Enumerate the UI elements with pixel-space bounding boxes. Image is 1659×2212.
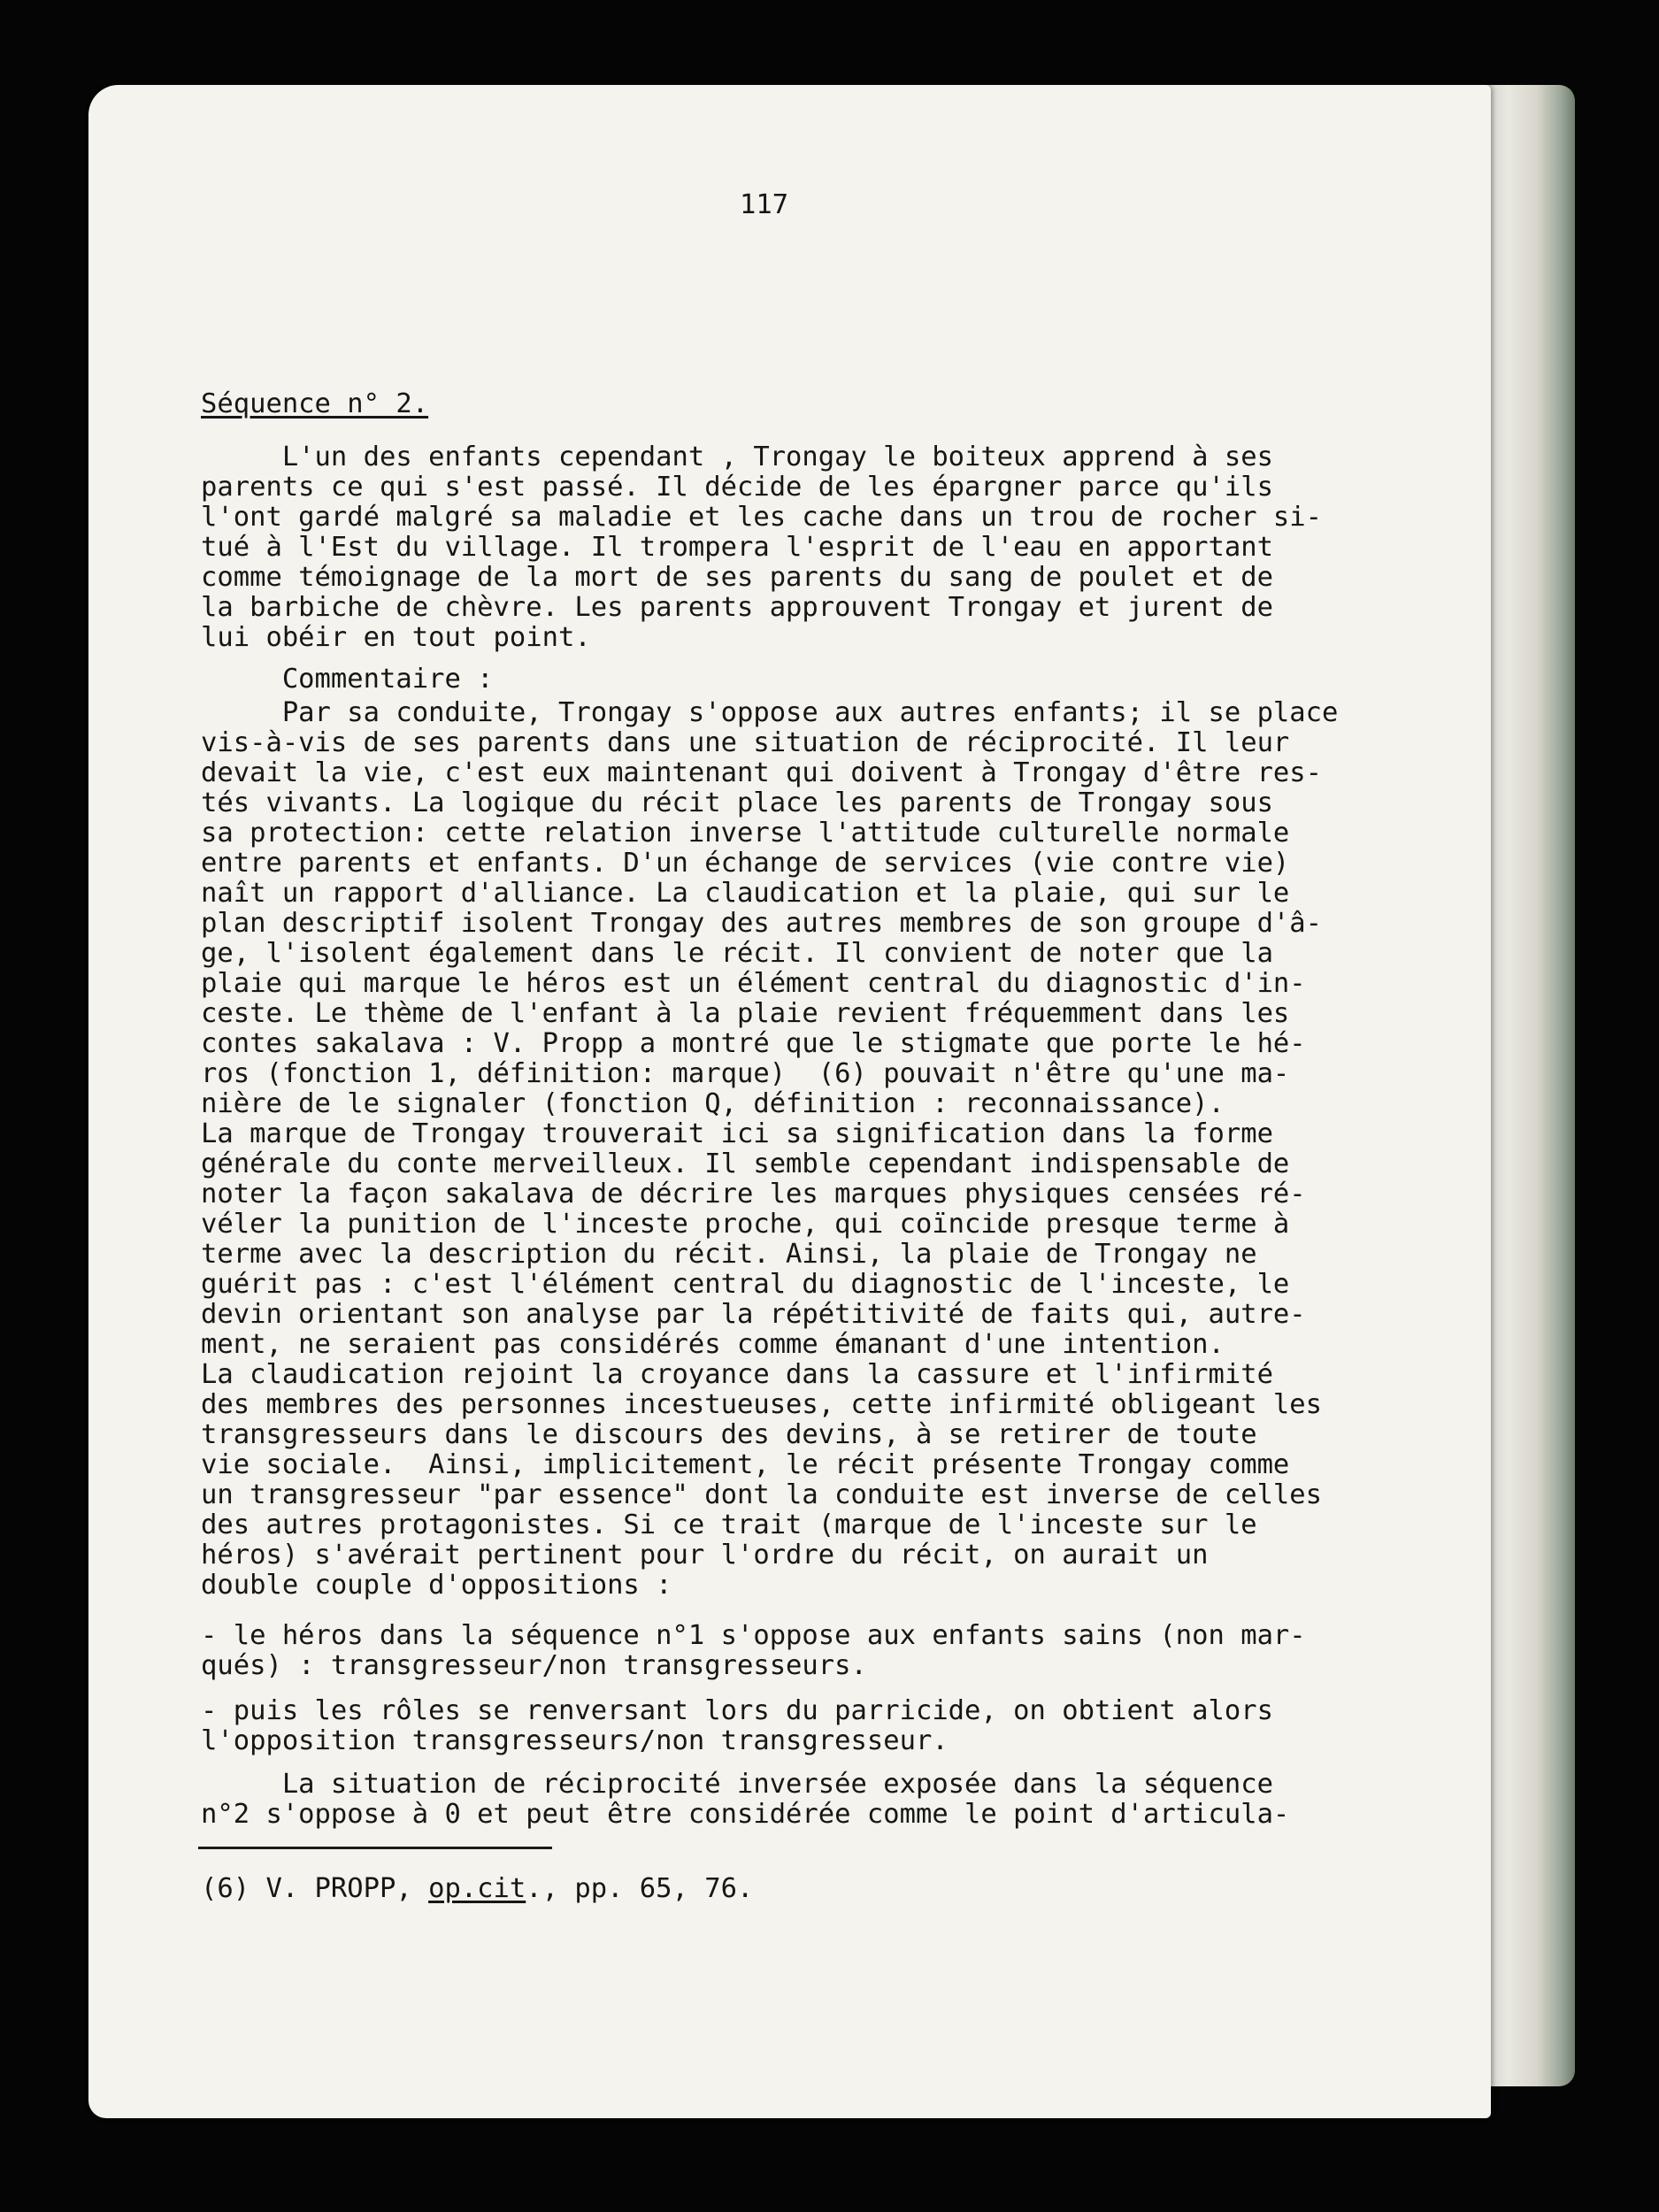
text-line: tés vivants. La logique du récit place les parents de Trongay sous (201, 787, 1273, 818)
footnote-number: (6) V. PROPP, (201, 1873, 429, 1904)
text-line: devin orientant son analyse par la répétitivité de faits qui, autre- (201, 1299, 1306, 1330)
text-line: des autres protagonistes. Si ce trait (marque de l'inceste sur le (201, 1509, 1257, 1540)
text-line: entre parents et enfants. D'un échange de services (vie contre vie) (201, 848, 1290, 879)
text-line: ment, ne seraient pas considérés comme émanant d'une intention. (201, 1329, 1225, 1360)
text-line: - le héros dans la séquence n°1 s'oppose aux enfants sains (non mar- (201, 1620, 1306, 1651)
text-line: contes sakalava : V. Propp a montré que le stigmate que porte le hé- (201, 1028, 1306, 1059)
text-line: vis-à-vis de ses parents dans une situation de réciprocité. Il leur (201, 727, 1290, 758)
text-line: sa protection: cette relation inverse l'attitude culturelle normale (201, 818, 1290, 849)
footnote-divider (198, 1847, 552, 1849)
text-line: naît un rapport d'alliance. La claudication et la plaie, qui sur le (201, 878, 1290, 909)
page-number: 117 (740, 189, 789, 220)
text-line: ge, l'isolent également dans le récit. Il convient de noter que la (201, 938, 1273, 969)
text-line: Par sa conduite, Trongay s'oppose aux autres enfants; il se place (201, 697, 1339, 728)
text-line: nière de le signaler (fonction Q, définition : reconnaissance). (201, 1088, 1225, 1119)
section-heading-text: Séquence n° 2. (201, 388, 429, 419)
text-line: qués) : transgresseur/non transgresseurs. (201, 1650, 867, 1681)
footnote-pages: ., pp. 65, 76. (526, 1873, 754, 1904)
text-line: plaie qui marque le héros est un élément central du diagnostic d'in- (201, 968, 1306, 999)
text-line: plan descriptif isolent Trongay des autres membres de son groupe d'â- (201, 908, 1323, 939)
text-line: La claudication rejoint la croyance dans la cassure et l'infirmité (201, 1359, 1273, 1390)
text-line: tué à l'Est du village. Il trompera l'esprit de l'eau en apportant (201, 532, 1273, 563)
text-line: des membres des personnes incestueuses, cette infirmité obligeant les (201, 1389, 1323, 1420)
text-line: ros (fonction 1, définition: marque) (6) pouvait n'être qu'une ma- (201, 1058, 1290, 1089)
text-line: parents ce qui s'est passé. Il décide de les épargner parce qu'ils (201, 472, 1273, 503)
text-line: double couple d'oppositions : (201, 1570, 672, 1601)
text-line: un transgresseur "par essence" dont la conduite est inverse de celles (201, 1479, 1323, 1510)
text-line: lui obéir en tout point. (201, 622, 591, 653)
text-line: guérit pas : c'est l'élément central du diagnostic de l'inceste, le (201, 1269, 1290, 1300)
text-line: générale du conte merveilleux. Il semble cependant indispensable de (201, 1148, 1290, 1179)
text-line: terme avec la description du récit. Ainsi, la plaie de Trongay ne (201, 1239, 1257, 1270)
text-line: noter la façon sakalava de décrire les marques physiques censées ré- (201, 1179, 1306, 1210)
footnote (201, 1874, 753, 1904)
text-line: comme témoignage de la mort de ses parents du sang de poulet et de (201, 562, 1273, 593)
footnote-reference: op.cit (428, 1873, 526, 1904)
text-line: héros) s'avérait pertinent pour l'ordre du récit, on aurait un (201, 1540, 1209, 1571)
text-line: l'opposition transgresseurs/non transgresseur. (201, 1725, 949, 1756)
text-line: n°2 s'oppose à 0 et peut être considérée comme le point d'articula- (201, 1799, 1290, 1830)
text-line: L'un des enfants cependant , Trongay le boiteux apprend à ses (201, 442, 1273, 472)
text-line: véler la punition de l'inceste proche, qui coïncide presque terme à (201, 1209, 1290, 1240)
text-line: La marque de Trongay trouverait ici sa signification dans la forme (201, 1118, 1273, 1149)
text-line: transgresseurs dans le discours des devins, à se retirer de toute (201, 1419, 1257, 1450)
section-heading (201, 389, 428, 419)
text-line: - puis les rôles se renversant lors du parricide, on obtient alors (201, 1695, 1273, 1726)
book-page-edges (1479, 85, 1575, 2086)
text-line: la barbiche de chèvre. Les parents approuvent Trongay et jurent de (201, 592, 1273, 623)
text-line: La situation de réciprocité inversée exposée dans la séquence (201, 1769, 1273, 1800)
text-line: devait la vie, c'est eux maintenant qui doivent à Trongay d'être res- (201, 757, 1323, 788)
commentary-label: Commentaire : (201, 664, 494, 695)
text-line: l'ont gardé malgré sa maladie et les cache dans un trou de rocher si- (201, 502, 1323, 533)
text-line: vie sociale. Ainsi, implicitement, le récit présente Trongay comme (201, 1449, 1290, 1480)
text-line: ceste. Le thème de l'enfant à la plaie revient fréquemment dans les (201, 998, 1290, 1029)
